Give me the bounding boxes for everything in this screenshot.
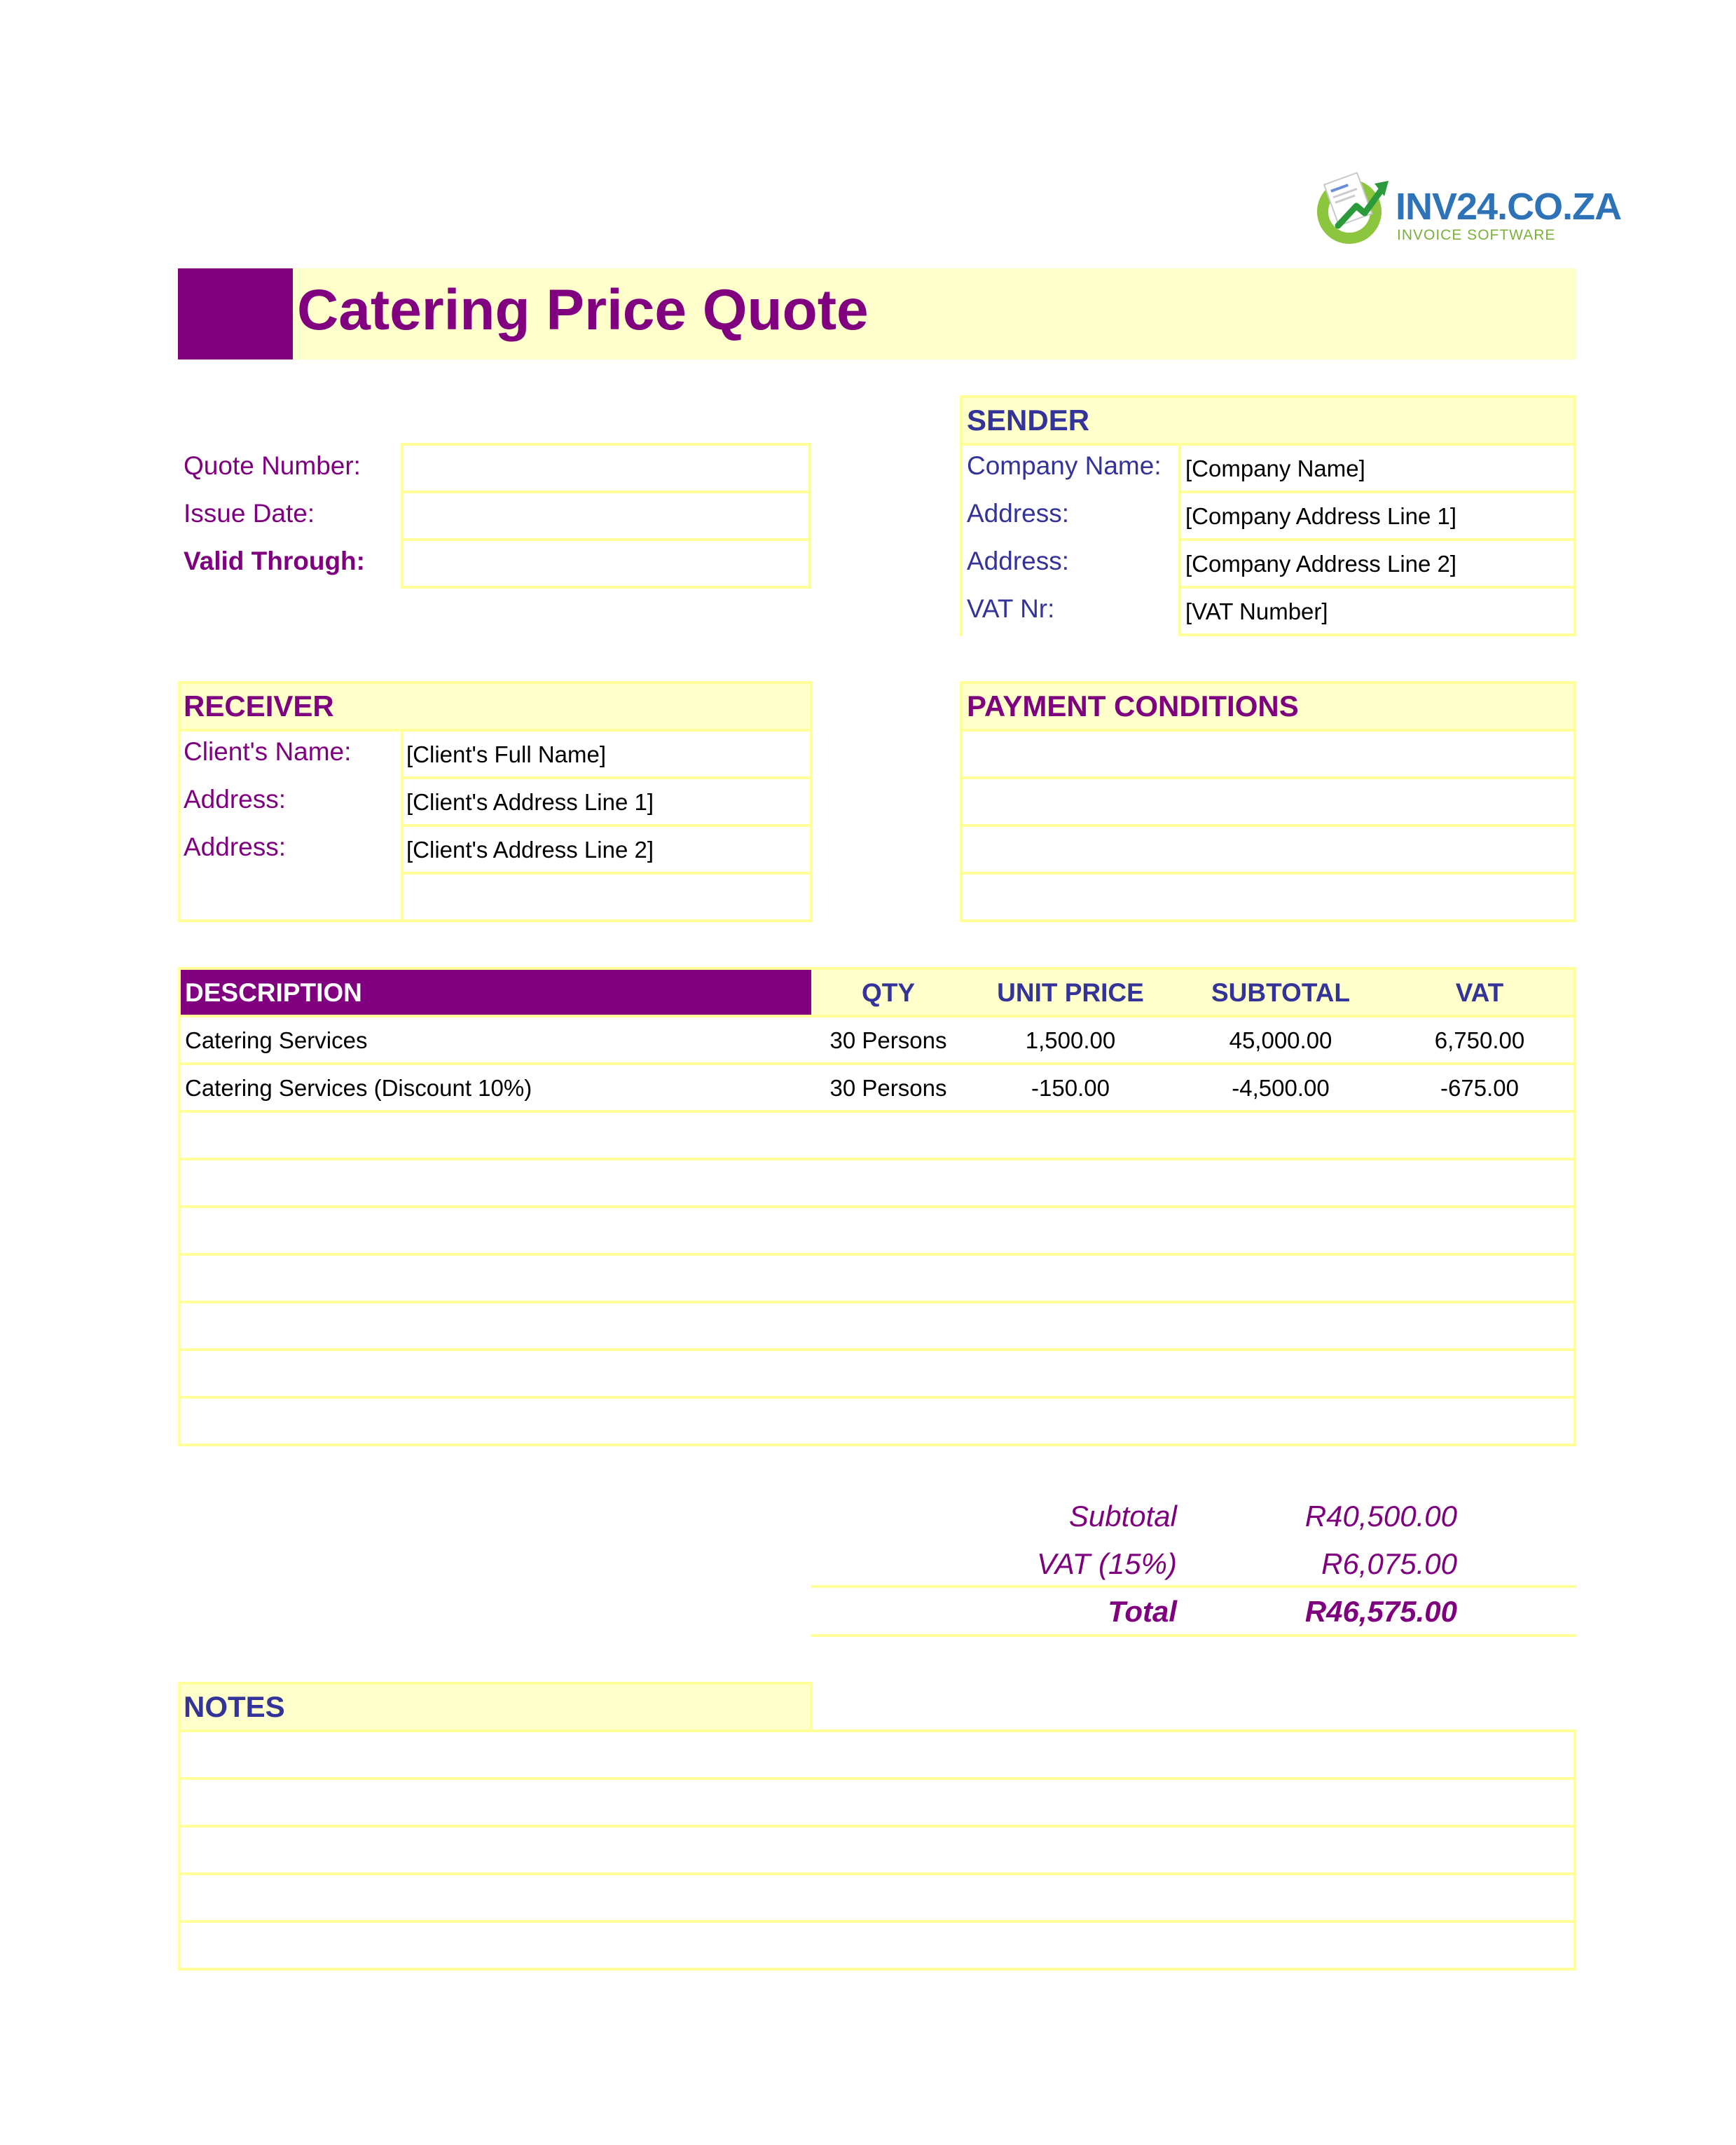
totals-divider-top: [811, 1585, 1576, 1588]
receiver-header: RECEIVER: [184, 690, 334, 722]
valid-through-label: Valid Through:: [184, 547, 365, 575]
receiver-name-value: [Client's Full Name]: [406, 741, 607, 767]
sender-address2-label: Address:: [967, 547, 1070, 575]
sender-vat-value: [VAT Number]: [1185, 598, 1328, 624]
receiver-address2-value: [Client's Address Line 2]: [406, 837, 654, 863]
issue-date-label: Issue Date:: [184, 499, 315, 528]
item-1-description: Catering Services: [185, 1027, 368, 1053]
payment-line-1[interactable]: [960, 729, 1576, 779]
receiver-address1-value: [Client's Address Line 1]: [406, 789, 654, 815]
description-header: DESCRIPTION: [185, 978, 362, 1007]
title-color-block: [178, 268, 293, 359]
notes-line-3[interactable]: [178, 1825, 1576, 1875]
quote-number-field[interactable]: [401, 443, 811, 493]
grand-total-label: Total: [1108, 1595, 1177, 1628]
sender-address2-value: [Company Address Line 2]: [1185, 551, 1457, 577]
receiver-name-label: Client's Name:: [184, 737, 352, 766]
item-2-description: Catering Services (Discount 10%): [185, 1075, 532, 1101]
subtotal-value: R40,500.00: [1304, 1500, 1457, 1533]
receiver-address1-label: Address:: [184, 785, 287, 814]
sender-company-name-label: Company Name:: [967, 451, 1162, 480]
qty-header: QTY: [861, 978, 916, 1007]
item-2-unit-price: -150.00: [1031, 1075, 1110, 1101]
logo-tagline: INVOICE SOFTWARE: [1397, 227, 1556, 243]
item-2-vat: -675.00: [1440, 1075, 1519, 1101]
item-1-vat: 6,750.00: [1434, 1027, 1525, 1053]
company-logo: [1310, 167, 1622, 251]
logo-mark-icon: [1310, 167, 1394, 251]
issue-date-field[interactable]: [401, 491, 811, 541]
valid-through-field[interactable]: [401, 538, 811, 589]
page-title: Catering Price Quote: [297, 278, 869, 342]
notes-line-2[interactable]: [178, 1777, 1576, 1828]
subtotal-header: SUBTOTAL: [1211, 978, 1350, 1007]
notes-line-1[interactable]: [178, 1729, 1576, 1780]
sender-address1-label: Address:: [967, 499, 1070, 528]
sender-vat-label: VAT Nr:: [967, 594, 1055, 623]
sender-header: SENDER: [967, 404, 1090, 437]
payment-line-2[interactable]: [960, 776, 1576, 827]
item-2-qty: 30 Persons: [829, 1075, 947, 1101]
notes-line-5[interactable]: [178, 1920, 1576, 1971]
sender-left-border: [960, 443, 963, 636]
quote-number-label: Quote Number:: [184, 451, 361, 480]
item-2-subtotal: -4,500.00: [1232, 1075, 1330, 1101]
sender-company-name-value: [Company Name]: [1185, 455, 1365, 481]
notes-line-4[interactable]: [178, 1872, 1576, 1923]
item-1-qty: 30 Persons: [829, 1027, 947, 1053]
receiver-address2-label: Address:: [184, 832, 287, 861]
item-1-subtotal: 45,000.00: [1229, 1027, 1332, 1053]
totals-divider-bottom: [811, 1634, 1576, 1637]
grand-total-value: R46,575.00: [1304, 1595, 1457, 1628]
unit-price-header: UNIT PRICE: [997, 978, 1144, 1007]
payment-conditions-header: PAYMENT CONDITIONS: [967, 690, 1299, 722]
notes-header: NOTES: [184, 1690, 285, 1723]
logo-brand-text: INV24.CO.ZA: [1396, 186, 1622, 228]
subtotal-label: Subtotal: [1068, 1500, 1177, 1533]
sender-address1-value: [Company Address Line 1]: [1185, 503, 1457, 529]
vat-header: VAT: [1455, 978, 1504, 1007]
vat-total-value: R6,075.00: [1321, 1547, 1457, 1580]
receiver-extra-cell[interactable]: [401, 872, 813, 922]
payment-line-4[interactable]: [960, 872, 1576, 922]
vat-total-label: VAT (15%): [1037, 1547, 1177, 1580]
payment-line-3[interactable]: [960, 824, 1576, 875]
item-1-unit-price: 1,500.00: [1025, 1027, 1116, 1053]
